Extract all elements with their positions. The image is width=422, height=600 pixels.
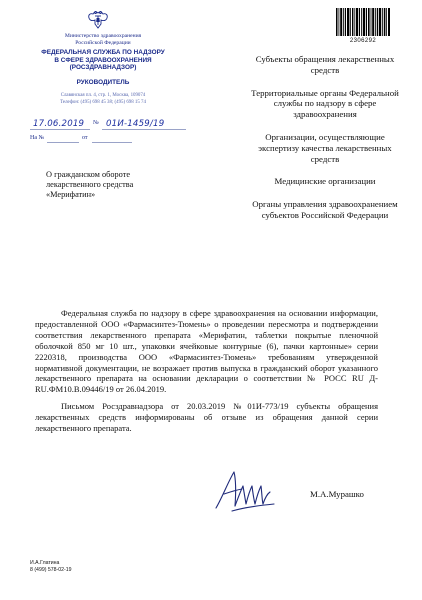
address-line: Славянская пл. 4, стр. 1, Москва, 109074	[60, 93, 146, 98]
service-line: В СФЕРЕ ЗДРАВООХРАНЕНИЯ	[54, 56, 152, 64]
handwritten-signature	[212, 468, 276, 514]
addressee-item: Медицинские организации	[274, 176, 376, 187]
address-block	[28, 93, 178, 106]
barcode-number: 2306292	[349, 38, 377, 44]
registration-line	[28, 119, 188, 133]
ministry-name	[28, 33, 178, 46]
number-underline	[102, 129, 186, 130]
barcode-icon	[336, 8, 390, 36]
reference-label: На №	[30, 135, 45, 141]
subject-line: О гражданском обороте	[46, 170, 130, 179]
head-title: РУКОВОДИТЕЛЬ	[76, 79, 130, 86]
letter-body	[35, 308, 378, 434]
from-underline	[92, 142, 132, 143]
registration-number: 01И-1459/19	[106, 119, 165, 129]
addressee-item: Субъекты обращения лекарственных средств	[255, 54, 395, 75]
phone-line: Телефон: (495) 698 45 38; (495) 698 15 74	[60, 99, 146, 105]
executor-name: И.А.Глатина	[30, 560, 60, 566]
registration-date: 17.06.2019	[33, 119, 85, 129]
body-paragraph: Федеральная служба по надзору в сфере здравоохранения на основании информации, предоставленной ООО «Фармасинтез-Тюмень» о проведении пересмотра и подтверждении соответствия лекарственного препарата «Мерифатин, таблетки покрытые пленочной оболочкой 850 мг 10 шт., упаковки ячейковые контурные (6), пачки картонные» серии 2220318, производства ООО «Фармасинтез-Тюмень» требованиям утвержденной нормативной документации, не возражает против выпуска в гражданский оборот указанного лекарственного препарата на основании декларации о соответствии № РОСС RU Д-RU.ФМ10.В.09446/19 от 26.04.2019.	[35, 308, 378, 395]
executor-block	[30, 560, 72, 574]
letter-subject	[46, 170, 166, 200]
number-sign: №	[93, 120, 99, 126]
coat-of-arms-icon	[86, 8, 110, 32]
executor-phone: 8 (499) 578-02-19	[30, 567, 72, 573]
addressee-list	[250, 54, 400, 233]
service-line: (РОСЗДРАВНАДЗОР)	[69, 64, 137, 72]
reference-line	[30, 135, 190, 145]
ministry-line: Министерство здравоохранения	[64, 33, 142, 39]
body-paragraph: Письмом Росздравнадзора от 20.03.2019 №01И-773/19 субъекты обращения лекарственных средств информированы об отзыве из обращения данной серии лекарственного препарата.	[35, 401, 378, 434]
subject-line: «Мерифатин»	[46, 190, 96, 199]
service-line: ФЕДЕРАЛЬНАЯ СЛУЖБА ПО НАДЗОРУ	[41, 49, 165, 56]
from-label: от	[82, 135, 88, 141]
addressee-item: Органы управления здравоохранением субъектов Российской Федерации	[252, 199, 398, 220]
service-name	[28, 49, 178, 72]
reference-underline	[47, 142, 79, 143]
signer-name: М.А.Мурашко	[310, 489, 364, 499]
addressee-item: Организации, осуществляющие экспертизу качества лекарственных средств	[258, 131, 392, 164]
ministry-line: Российской Федерации	[75, 39, 131, 46]
addressee-item: Территориальные органы Федеральной службы по надзору в сфере здравоохранения	[251, 87, 399, 120]
date-underline	[30, 129, 90, 130]
subject-line: лекарственного средства	[46, 180, 134, 189]
